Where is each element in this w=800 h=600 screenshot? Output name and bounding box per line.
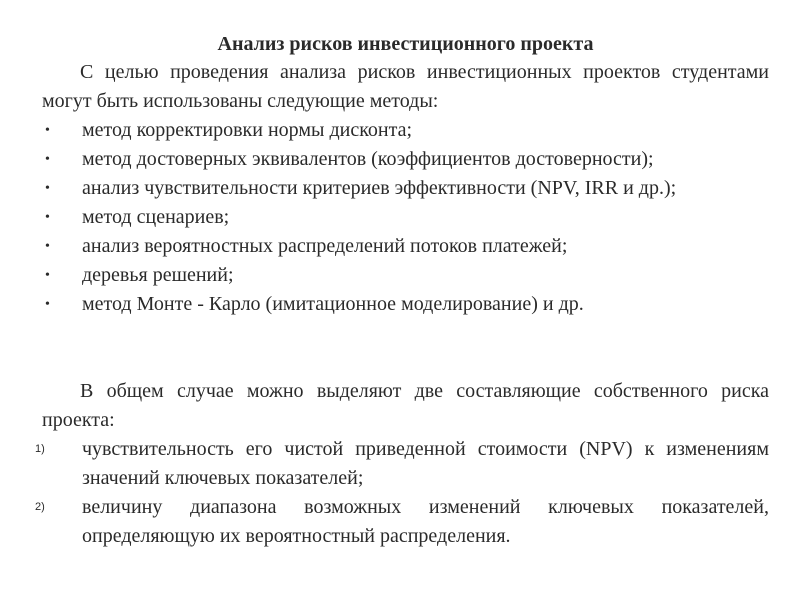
bullet-marker: • <box>45 239 50 254</box>
list-item-text: метод достоверных эквивалентов (коэффициентов достоверности); <box>82 148 654 170</box>
numbered-item-text: величину диапазона возможных изменений ключевых показателей, определяющую их вероятностный распределения. <box>82 496 769 547</box>
number-marker: 2) <box>35 501 45 513</box>
bullet-marker: • <box>45 210 50 225</box>
number-marker: 1) <box>35 443 45 455</box>
numbered-item <box>35 435 769 493</box>
components-list <box>0 435 800 551</box>
bullet-marker: • <box>45 181 50 196</box>
list-item-text: метод сценариев; <box>82 206 230 228</box>
numbered-item-text: чувствительность его чистой приведенной стоимости (NPV) к изменениям значений ключевых показателей; <box>82 438 769 489</box>
bullet-marker: • <box>45 152 50 167</box>
list-item-text: анализ чувствительности критериев эффективности (NPV, IRR и др.); <box>82 177 677 199</box>
page-title: Анализ рисков инвестиционного проекта <box>217 33 594 55</box>
methods-list <box>0 116 800 319</box>
list-item <box>45 174 769 203</box>
list-item-text: деревья решений; <box>82 264 234 286</box>
list-item <box>45 145 769 174</box>
list-item <box>45 116 769 145</box>
intro-paragraph: С целью проведения анализа рисков инвестиционных проектов студентами могут быть использованы следующие методы: <box>42 61 769 112</box>
list-item-text: метод корректировки нормы дисконта; <box>82 119 413 141</box>
numbered-item <box>35 493 769 551</box>
list-item-text: метод Монте - Карло (имитационное моделирование) и др. <box>82 293 584 315</box>
list-item <box>45 203 769 232</box>
bullet-marker: • <box>45 268 50 283</box>
conclusion-paragraph: В общем случае можно выделяют две составляющие собственного риска проекта: <box>42 380 769 431</box>
bullet-marker: • <box>45 123 50 138</box>
list-item <box>45 290 769 319</box>
list-item <box>45 261 769 290</box>
list-item <box>45 232 769 261</box>
bullet-marker: • <box>45 297 50 312</box>
list-item-text: анализ вероятностных распределений потоков платежей; <box>82 235 568 257</box>
